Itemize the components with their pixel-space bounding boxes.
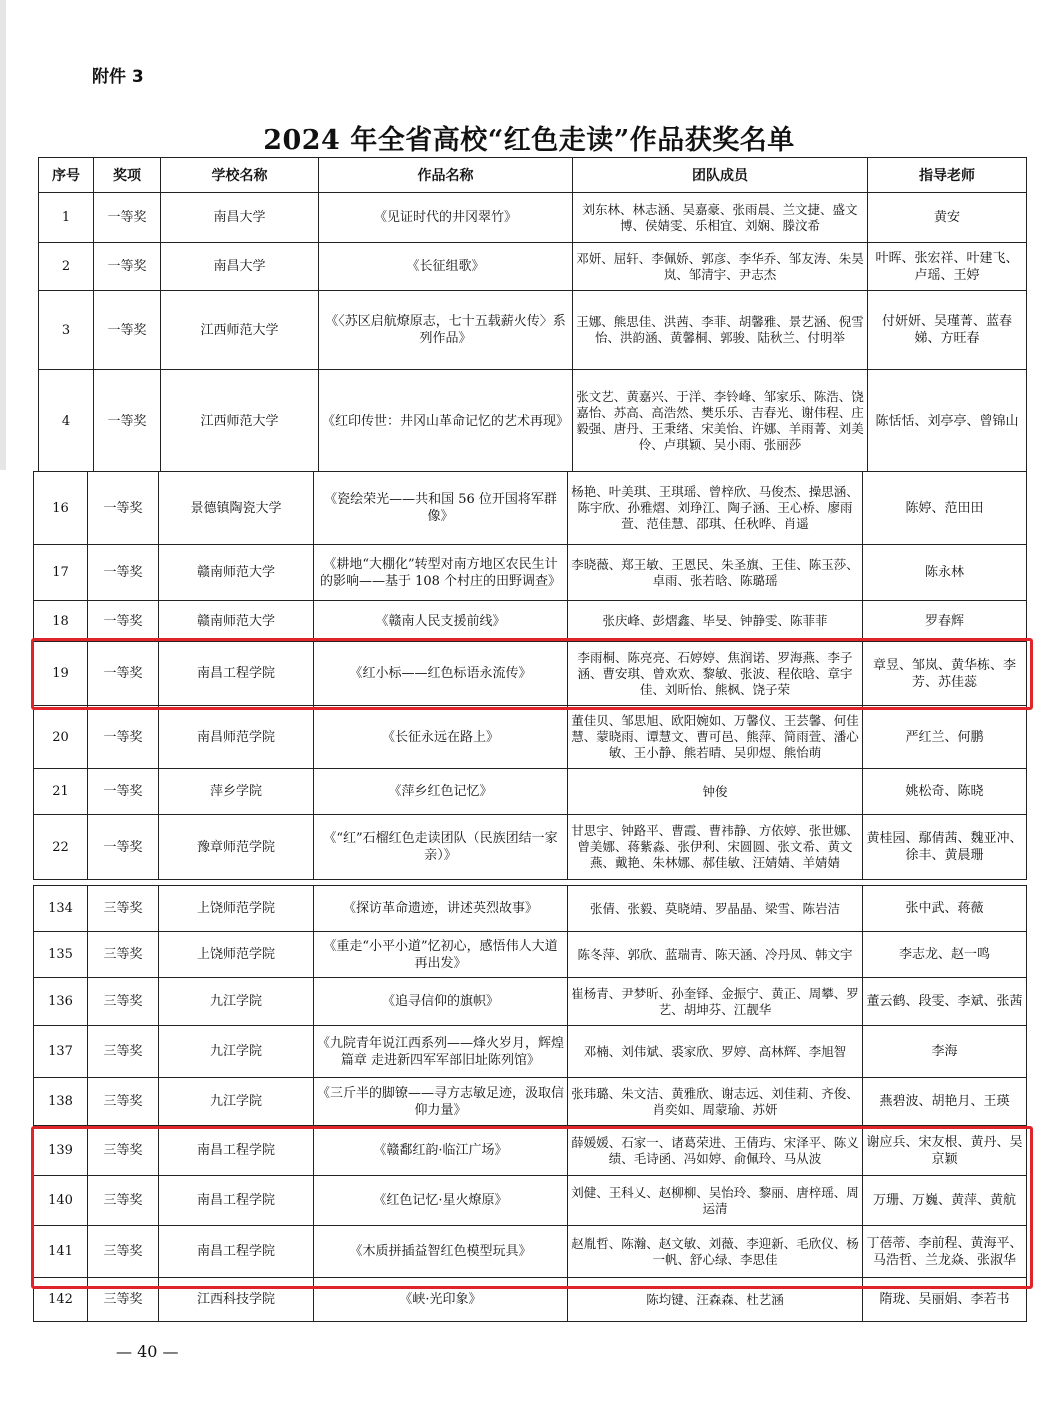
cell-work: 《重走“小平小道”忆初心，感悟伟人大道再出发》	[314, 932, 568, 978]
cell-no: 22	[34, 815, 88, 880]
cell-school: 江西师范大学	[161, 291, 319, 370]
cell-no: 3	[39, 291, 94, 370]
cell-award: 三等奖	[88, 1126, 159, 1176]
table-row	[39, 291, 1027, 370]
cell-advisor: 黄桂园、鄢倩茜、魏亚冲、徐丰、黄晨珊	[863, 815, 1027, 880]
cell-school: 南昌工程学院	[159, 1126, 314, 1176]
cell-work: 《红印传世：井冈山革命记忆的艺术再现》	[319, 370, 573, 473]
table-row	[34, 706, 1027, 769]
cell-award: 一等奖	[88, 815, 159, 880]
cell-members: 陈均键、汪森森、杜艺涵	[568, 1278, 863, 1322]
table-row	[34, 886, 1027, 932]
cell-no: 4	[39, 370, 94, 473]
cell-members: 甘思宇、钟路平、曹霞、曹祎静、方依婷、张世娜、曾美娜、蒋紫淼、张伊利、宋圆圆、张文希、黄文燕、戴艳、朱林娜、郝佳敏、汪婧婧、羊婧婧	[568, 815, 863, 880]
page-edge-shadow	[0, 0, 6, 470]
cell-no: 2	[39, 243, 94, 291]
cell-members: 崔杨青、尹梦昕、孙奎铎、金振宁、黄正、周攀、罗艺、胡坤芬、江靓华	[568, 978, 863, 1026]
cell-members: 王娜、熊思佳、洪茜、李菲、胡馨雅、景艺涵、倪雪怡、洪韵涵、黄馨桐、郭骏、陆秋兰、付明举	[573, 291, 868, 370]
cell-advisor: 陈婷、范田田	[863, 472, 1027, 545]
cell-school: 南昌工程学院	[159, 1176, 314, 1226]
cell-work: 《瓷绘荣光——共和国 56 位开国将军群像》	[314, 472, 568, 545]
cell-no: 138	[34, 1078, 88, 1126]
cell-school: 景德镇陶瓷大学	[159, 472, 314, 545]
cell-work: 《见证时代的井冈翠竹》	[319, 193, 573, 243]
cell-award: 一等奖	[88, 545, 159, 601]
table-row	[34, 1278, 1027, 1322]
cell-no: 136	[34, 978, 88, 1026]
cell-no: 18	[34, 601, 88, 642]
cell-school: 赣南师范大学	[159, 601, 314, 642]
cell-members: 邓楠、刘伟斌、裘家欣、罗婷、高林辉、李旭智	[568, 1026, 863, 1078]
award-table-section-1	[38, 157, 1027, 473]
cell-award: 一等奖	[88, 601, 159, 642]
table-row	[34, 472, 1027, 545]
cell-no: 1	[39, 193, 94, 243]
cell-work: 《长征永远在路上》	[314, 706, 568, 769]
cell-work: 《赣鄱红韵·临江广场》	[314, 1126, 568, 1176]
cell-school: 上饶师范学院	[159, 886, 314, 932]
cell-no: 21	[34, 769, 88, 815]
cell-no: 16	[34, 472, 88, 545]
table-row	[39, 193, 1027, 243]
cell-members: 董佳贝、邹思旭、欧阳婉如、万馨仪、王芸馨、何佳慧、蒙晓雨、谭慧文、曹可邑、熊萍、简雨萱、潘心敏、王小静、熊若晴、吴卯煜、熊怡萌	[568, 706, 863, 769]
cell-members: 刘健、王科乂、赵柳柳、吴怡玲、黎丽、唐梓瑶、周运清	[568, 1176, 863, 1226]
cell-school: 九江学院	[159, 1026, 314, 1078]
cell-advisor: 章昱、邹岚、黄华栋、李芳、苏佳蕊	[863, 642, 1027, 706]
cell-award: 三等奖	[88, 1176, 159, 1226]
table-row	[39, 243, 1027, 291]
cell-no: 134	[34, 886, 88, 932]
cell-members: 李晓薇、郑王敏、王恩民、朱圣旗、王佳、陈玉莎、卓雨、张若晗、陈璐瑶	[568, 545, 863, 601]
cell-members: 陈冬萍、郭欣、蓝瑞青、陈天涵、冷丹凤、韩文宇	[568, 932, 863, 978]
cell-advisor: 黄安	[868, 193, 1027, 243]
cell-members: 李雨桐、陈亮亮、石婷婷、焦润诺、罗海燕、李子涵、曹安琪、曾欢欢、黎敏、张波、程依晗、章宇佳、刘昕怡、熊枫、饶子荣	[568, 642, 863, 706]
cell-advisor: 叶晖、张宏祥、叶建飞、卢瑶、王婷	[868, 243, 1027, 291]
table-row	[34, 815, 1027, 880]
award-table-section-2	[33, 471, 1027, 880]
cell-work: 《赣南人民支援前线》	[314, 601, 568, 642]
cell-no: 17	[34, 545, 88, 601]
table-header-row	[39, 158, 1027, 193]
header-school: 学校名称	[161, 158, 319, 193]
cell-award: 一等奖	[88, 706, 159, 769]
cell-no: 141	[34, 1226, 88, 1278]
cell-no: 135	[34, 932, 88, 978]
header-work: 作品名称	[319, 158, 573, 193]
table-row	[34, 1026, 1027, 1078]
cell-advisor: 李志龙、赵一鸣	[863, 932, 1027, 978]
page-number: — 40 —	[116, 1342, 179, 1361]
cell-school: 九江学院	[159, 1078, 314, 1126]
cell-award: 一等奖	[94, 243, 161, 291]
cell-no: 137	[34, 1026, 88, 1078]
cell-work: 《九院青年说江西系列——烽火岁月，辉煌篇章 走进新四军军部旧址陈列馆》	[314, 1026, 568, 1078]
cell-advisor: 陈恬恬、刘亭亭、曾锦山	[868, 370, 1027, 473]
cell-advisor: 万珊、万巍、黄萍、黄航	[863, 1176, 1027, 1226]
cell-school: 南昌大学	[161, 243, 319, 291]
cell-no: 140	[34, 1176, 88, 1226]
cell-award: 三等奖	[88, 932, 159, 978]
header-award: 奖项	[94, 158, 161, 193]
cell-advisor: 严红兰、何鹏	[863, 706, 1027, 769]
cell-work: 《三斤半的脚镣——寻方志敏足迹，汲取信仰力量》	[314, 1078, 568, 1126]
cell-work: 《红小标——红色标语永流传》	[314, 642, 568, 706]
cell-school: 南昌师范学院	[159, 706, 314, 769]
table-row	[39, 370, 1027, 473]
attachment-label: 附件 3	[92, 67, 144, 87]
cell-members: 邓妍、屈轩、李佩娇、郭彦、李华乔、邹友涛、朱昊岚、邹清宇、尹志杰	[573, 243, 868, 291]
cell-work: 《〈苏区启航燎原志，七十五载薪火传〉系列作品》	[319, 291, 573, 370]
table-row	[34, 932, 1027, 978]
cell-members: 张倩、张毅、莫晓靖、罗晶晶、梁雪、陈岩洁	[568, 886, 863, 932]
cell-no: 20	[34, 706, 88, 769]
cell-work: 《追寻信仰的旗帜》	[314, 978, 568, 1026]
cell-work: 《红色记忆·星火燎原》	[314, 1176, 568, 1226]
cell-award: 一等奖	[88, 642, 159, 706]
cell-school: 豫章师范学院	[159, 815, 314, 880]
cell-school: 南昌工程学院	[159, 1226, 314, 1278]
cell-award: 一等奖	[88, 472, 159, 545]
cell-school: 南昌工程学院	[159, 642, 314, 706]
table-row	[34, 642, 1027, 706]
table-row	[34, 601, 1027, 642]
header-members: 团队成员	[573, 158, 868, 193]
table-row	[34, 1226, 1027, 1278]
cell-advisor: 谢应兵、宋友根、黄丹、吴京颖	[863, 1126, 1027, 1176]
cell-advisor: 姚松奇、陈晓	[863, 769, 1027, 815]
cell-award: 三等奖	[88, 1078, 159, 1126]
award-table-section-3	[33, 885, 1027, 1322]
cell-school: 萍乡学院	[159, 769, 314, 815]
cell-school: 南昌大学	[161, 193, 319, 243]
cell-no: 19	[34, 642, 88, 706]
cell-advisor: 罗春辉	[863, 601, 1027, 642]
cell-members: 赵胤哲、陈瀚、赵文敏、刘薇、李迎新、毛欣仪、杨一帆、舒心绿、李思佳	[568, 1226, 863, 1278]
header-advisor: 指导老师	[868, 158, 1027, 193]
cell-members: 刘东林、林志涵、吴嘉豪、张雨晨、兰文捷、盛文博、侯婧雯、乐相宜、刘娴、滕汶希	[573, 193, 868, 243]
cell-award: 三等奖	[88, 1026, 159, 1078]
cell-work: 《探访革命遗迹，讲述英烈故事》	[314, 886, 568, 932]
table-row	[34, 769, 1027, 815]
cell-advisor: 陈永林	[863, 545, 1027, 601]
cell-work: 《耕地“大棚化”转型对南方地区农民生计的影响——基于 108 个村庄的田野调查》	[314, 545, 568, 601]
cell-advisor: 燕碧波、胡艳月、王瑛	[863, 1078, 1027, 1126]
cell-work: 《“红”石榴红色走读团队（民族团结一家亲）》	[314, 815, 568, 880]
cell-award: 一等奖	[88, 769, 159, 815]
table-row	[34, 1126, 1027, 1176]
cell-school: 江西科技学院	[159, 1278, 314, 1322]
cell-members: 张文艺、黄嘉兴、于洋、李铃峰、邹家乐、陈浩、饶嘉怡、苏高、高浩然、樊乐乐、吉春光、谢伟程、庄毅强、唐丹、王秉绪、宋美怡、许娜、羊雨菁、刘美伶、卢琪颖、吴小雨、张丽莎	[573, 370, 868, 473]
cell-members: 钟俊	[568, 769, 863, 815]
cell-no: 142	[34, 1278, 88, 1322]
table-row	[34, 978, 1027, 1026]
cell-members: 杨艳、叶美琪、王琪瑶、曾梓欣、马俊杰、操思涵、陈宇欣、孙雅熠、刘琤江、陶子涵、王心桥、廖雨萱、范佳慧、邵琪、任秋晔、肖遥	[568, 472, 863, 545]
cell-work: 《峡·光印象》	[314, 1278, 568, 1322]
table-row	[34, 545, 1027, 601]
cell-school: 赣南师范大学	[159, 545, 314, 601]
cell-award: 一等奖	[94, 370, 161, 473]
cell-members: 薛媛媛、石家一、诸葛荣进、王倩玙、宋泽平、陈义绩、毛诗函、冯如婷、俞佩玲、马从波	[568, 1126, 863, 1176]
cell-members: 张庆峰、彭熠鑫、毕旻、钟静雯、陈菲菲	[568, 601, 863, 642]
table-row	[34, 1176, 1027, 1226]
cell-advisor: 李海	[863, 1026, 1027, 1078]
cell-advisor: 隋珑、吴丽娟、李若书	[863, 1278, 1027, 1322]
cell-school: 九江学院	[159, 978, 314, 1026]
cell-award: 三等奖	[88, 1278, 159, 1322]
cell-work: 《木质拼插益智红色模型玩具》	[314, 1226, 568, 1278]
cell-school: 上饶师范学院	[159, 932, 314, 978]
cell-award: 三等奖	[88, 978, 159, 1026]
cell-no: 139	[34, 1126, 88, 1176]
cell-school: 江西师范大学	[161, 370, 319, 473]
table-row	[34, 1078, 1027, 1126]
document-title: 2024 年全省高校“红色走读”作品获奖名单	[263, 125, 795, 156]
cell-award: 三等奖	[88, 1226, 159, 1278]
cell-work: 《萍乡红色记忆》	[314, 769, 568, 815]
cell-advisor: 付妍妍、吴瑾菁、蓝春娣、方旺春	[868, 291, 1027, 370]
cell-advisor: 张中武、蒋薇	[863, 886, 1027, 932]
cell-award: 一等奖	[94, 193, 161, 243]
cell-advisor: 董云鹤、段雯、李斌、张茜	[863, 978, 1027, 1026]
cell-advisor: 丁蓓蒂、李前程、黄海平、马浩哲、兰龙焱、张淑华	[863, 1226, 1027, 1278]
cell-members: 张玮璐、朱文洁、黄雅欣、谢志远、刘佳莉、齐俊、肖奕如、周蒙瑜、苏妍	[568, 1078, 863, 1126]
cell-award: 三等奖	[88, 886, 159, 932]
cell-award: 一等奖	[94, 291, 161, 370]
cell-work: 《长征组歌》	[319, 243, 573, 291]
header-no: 序号	[39, 158, 94, 193]
